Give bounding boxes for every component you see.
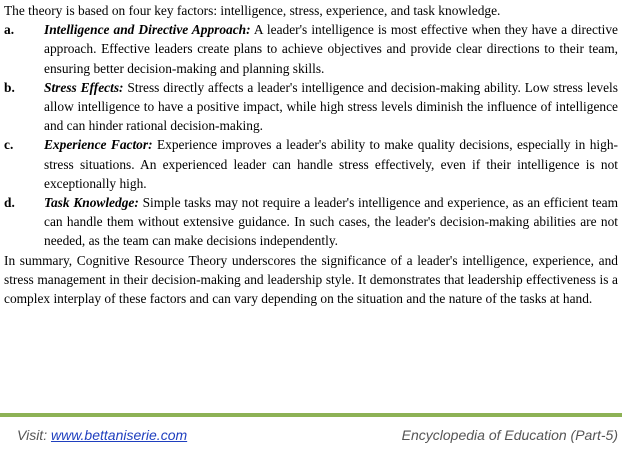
footer-book-title: Encyclopedia of Education (Part-5) xyxy=(401,427,618,443)
list-item-marker: b. xyxy=(4,79,15,95)
list-item-text xyxy=(44,193,618,251)
footer-visit xyxy=(17,427,187,443)
document-body xyxy=(4,1,618,308)
list-item xyxy=(4,193,618,251)
list-item-description: Stress directly affects a leader's intelligence and decision-making ability. Low stress levels allow intelligence to have a positive impact, while high stress levels diminish the influence of intelligence and can hinder rational decision-making. xyxy=(44,79,618,134)
summary-paragraph: In summary, Cognitive Resource Theory underscores the significance of a leader's intelligence, experience, and stress management in their decision-making and leadership style. It demonstrates that leadership effectiveness is a complex interplay of these factors and can vary depending on the situation and the nature of the tasks at hand. xyxy=(4,252,618,307)
website-link[interactable]: www.bettaniserie.com xyxy=(50,427,188,443)
list-item xyxy=(4,78,618,136)
list-item-marker: d. xyxy=(4,195,15,211)
list-item-term: Task Knowledge: xyxy=(44,195,139,211)
page-footer xyxy=(0,425,622,447)
list-item-term: Stress Effects: xyxy=(44,79,124,95)
intro-paragraph: The theory is based on four key factors: intelligence, stress, experience, and task knowledge. xyxy=(4,3,501,18)
list-item-term: Experience Factor: xyxy=(44,137,153,153)
footer-visit-label: Visit: xyxy=(17,427,51,443)
list-item xyxy=(4,20,618,78)
list-item-description: Experience improves a leader's ability to make quality decisions, especially in high-stress situations. An experienced leader can handle stress effectively, even if their intelligence is not exceptionally high. xyxy=(44,137,619,191)
list-item-text xyxy=(44,20,618,78)
list-item-text xyxy=(44,78,618,136)
list-item-term: Intelligence and Directive Approach: xyxy=(44,22,251,38)
list-item xyxy=(4,135,618,193)
list-item-marker: a. xyxy=(4,22,15,38)
list-item-marker: c. xyxy=(4,137,14,153)
list-item-description: Simple tasks may not require a leader's intelligence and experience, as an efficient team can handle them without extensive guidance. In such cases, the leader's decision-making abilities are not needed, as the team can make decisions independently. xyxy=(44,195,618,249)
list-item-description: A leader's intelligence is most effective when they have a directive approach. Effective leaders create plans to achieve objectives and provide clear directions to their team, ensuring better decision-making and planning skills. xyxy=(44,22,618,76)
footer-divider xyxy=(0,413,622,417)
list-item-text xyxy=(44,135,618,193)
